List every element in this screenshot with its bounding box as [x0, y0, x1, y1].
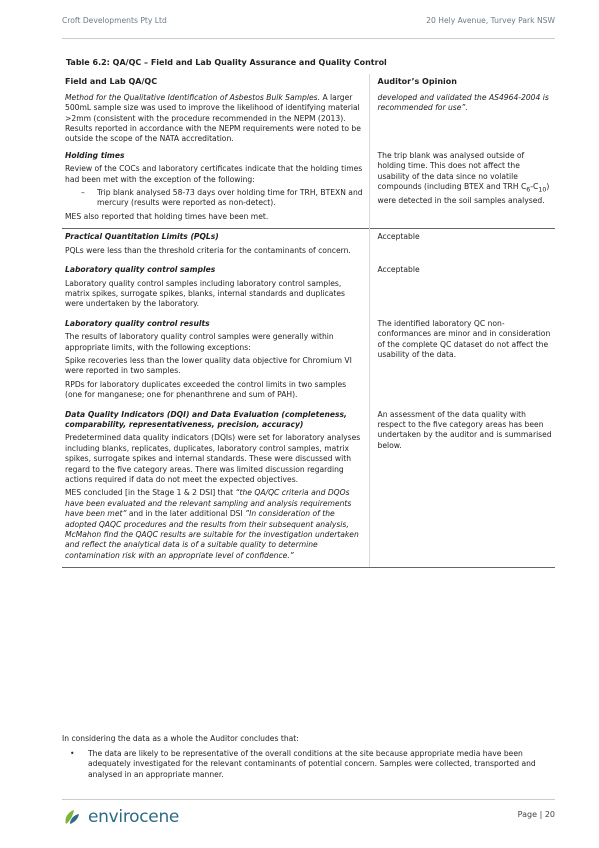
opinion-text-a: The trip blank was analysed outside of holding time. This does not affect the usability of the data since no volatile compounds (including BTEX and TRH C	[377, 150, 527, 192]
table-row	[62, 148, 555, 229]
list-item-text: Trip blank analysed 58-73 days over holding time for TRH, BTEXN and mercury (results were reported as non-detect).	[97, 188, 363, 208]
qa-qc-table	[62, 54, 555, 568]
table-row	[62, 262, 555, 316]
row-paragraph-quote	[65, 488, 366, 561]
opinion-lab-qc-samples: Acceptable	[377, 265, 420, 275]
bullet-marker: •	[70, 749, 75, 758]
conclusion-intro: In considering the data as a whole the Auditor concludes that:	[62, 734, 299, 743]
opinion-holding-times	[369, 148, 555, 229]
table-title: Table 6.2: QA/QC – Field and Lab Quality Assurance and Quality Control	[66, 58, 387, 67]
row-paragraph: Predetermined data quality indicators (DQIs) were set for laboratory analyses including blanks, replicates, duplicates, laboratory control samples, matrix spikes, surrogate spikes and internal standards. These were discussed with regard to the five category areas. There was limited discussion regarding actions required if data do not meet the expected objectives.	[65, 433, 361, 484]
site-address: 20 Hely Avenue, Turvey Park NSW	[426, 16, 555, 25]
quote-lead: MES concluded [in the Stage 1 & 2 DSI] that	[65, 488, 236, 498]
row-heading: Laboratory quality control samples	[65, 265, 216, 275]
opinion-text: developed and validated the AS4964-2004 is recommended for use”.	[377, 92, 549, 113]
row-paragraph: Laboratory quality control samples including laboratory control samples, matrix spikes, surrogate spikes, blanks, internal standards and duplicates were undertaken by the laboratory.	[65, 278, 345, 309]
quote-stage1: “the QA/QC criteria and DQOs have been evaluated and the relevant sampling and analysis requirements have been met”	[65, 488, 352, 519]
header-divider	[62, 38, 555, 39]
column-header-opinion: Auditor’s Opinion	[377, 77, 457, 87]
opinion-text-b: -C	[530, 182, 539, 192]
row-paragraph: MES also reported that holding times have been met.	[65, 211, 269, 221]
row-lab-qc-samples	[62, 262, 369, 316]
page-number: Page | 20	[517, 810, 555, 819]
logo-wordmark: envirocene	[88, 807, 180, 827]
row-heading: Practical Quantitation Limits (PQLs)	[65, 232, 219, 242]
method-title: Method for the Qualitative Identification of Asbestos Bulk Samples.	[65, 92, 321, 102]
opinion-asbestos-method	[369, 90, 555, 148]
subscript-10: 10	[538, 186, 547, 194]
leaf-drop-icon	[62, 808, 86, 826]
row-dqi	[62, 407, 369, 568]
envirocene-logo	[62, 807, 179, 827]
row-paragraph: Review of the COCs and laboratory certificates indicate that the holding times had been met with the exception of the following:	[65, 164, 363, 184]
quote-mid: and in the later additional DSI	[126, 509, 246, 519]
quote-additional-dsi: ”In consideration of the adopted QAQC procedures and the results from their subsequent analysis, McMahon find the QAQC results are suitable for the investigation undertaken and reflect the analytical data is of a suitable quality to determine contamination risk with an appropriate level of confidence.”	[65, 509, 359, 560]
table-title-row	[62, 54, 555, 74]
table-row	[62, 90, 555, 148]
method-text: A larger 500mL sample size was used to improve the likelihood of identifying material >2mm (consistent with the procedure recommended in the NEPM (2013). Results reported in accordance with the NEPM requirements were noted to be outside the scope of the NATA accreditation.	[65, 92, 361, 144]
opinion-lab-qc-results: The identified laboratory QC non-conformances are minor and in consideration of the complete QC dataset do not affect the usability of the data.	[377, 318, 551, 359]
table-row	[62, 407, 555, 568]
footer-divider	[62, 799, 555, 800]
table-row	[62, 229, 555, 262]
conclusion-bullet	[62, 749, 555, 780]
row-heading: Holding times	[65, 150, 125, 160]
column-header-qaqc: Field and Lab QA/QC	[62, 74, 369, 89]
row-paragraph: Spike recoveries less than the lower quality data objective for Chromium VI were reported in two samples.	[65, 355, 352, 376]
row-paragraph: PQLs were less than the threshold criteria for the contaminants of concern.	[65, 245, 351, 255]
table-row	[62, 316, 555, 407]
row-heading: Laboratory quality control results	[65, 318, 210, 328]
page-header	[62, 16, 555, 32]
bullet-text: The data are likely to be representative of the overall conditions at the site because appropriate media have been adequately investigated for the relevant contaminants of potential concern. Samples were collected, transported and analysed in an appropriate manner.	[88, 749, 536, 779]
list-item	[65, 188, 366, 209]
row-pqls	[62, 229, 369, 262]
subscript-6: 6	[526, 186, 531, 194]
dash-marker: –	[81, 188, 85, 198]
company-name: Croft Developments Pty Ltd	[62, 16, 167, 25]
row-paragraph: The results of laboratory quality control samples were generally within appropriate limits, with the following exceptions:	[65, 332, 334, 352]
opinion-dqi: An assessment of the data quality with respect to the five category areas has been undertaken by the auditor and is summarised below.	[369, 407, 555, 568]
row-heading: Data Quality Indicators (DQI) and Data Evaluation (completeness, comparability, representativeness, precision, accuracy)	[65, 409, 347, 429]
row-asbestos-method	[62, 90, 369, 148]
opinion-text-c: ) were detected in the soil samples analysed.	[377, 182, 550, 205]
opinion-pqls: Acceptable	[369, 229, 555, 262]
table-header-row	[62, 74, 555, 89]
row-holding-times	[62, 148, 369, 229]
row-lab-qc-results	[62, 316, 369, 407]
row-paragraph: RPDs for laboratory duplicates exceeded the control limits in two samples (one for manganese; one for phenanthrene and sum of PAH).	[65, 379, 347, 400]
